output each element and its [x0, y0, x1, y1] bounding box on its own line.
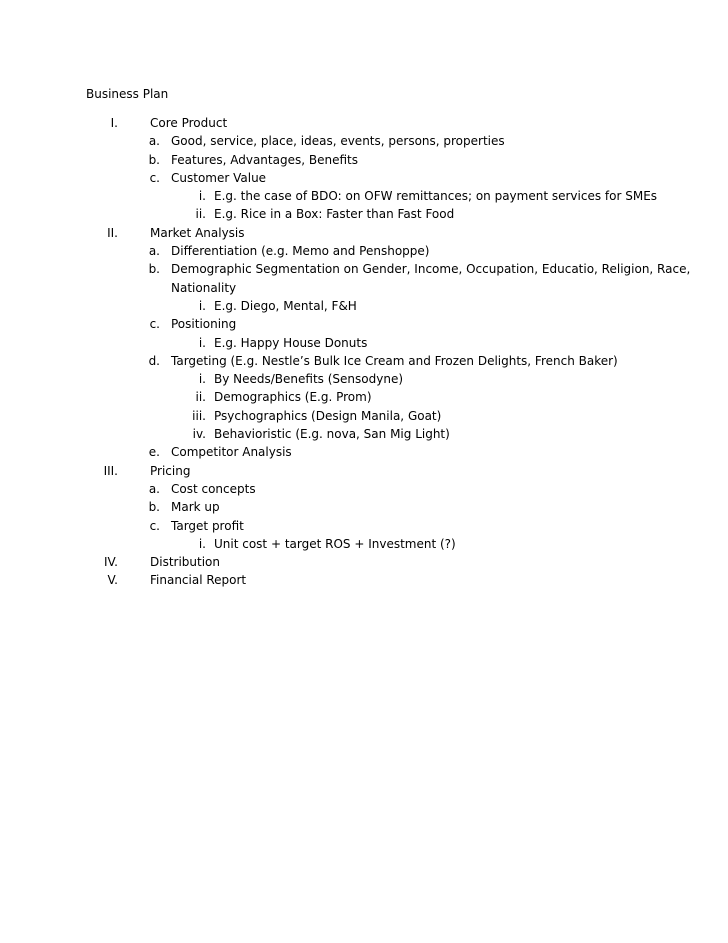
outline-text: Financial Report [150, 573, 247, 588]
outline-text: Customer Value [171, 170, 267, 185]
outline-marker: IV. [103, 555, 118, 570]
outline-item [0, 260, 728, 278]
document-title: Business Plan [86, 87, 169, 101]
outline-item [0, 370, 728, 388]
outline-item [0, 425, 728, 443]
outline-item [0, 169, 728, 187]
outline-text: Psychographics (Design Manila, Goat) [214, 408, 442, 423]
outline-marker: iv. [192, 427, 206, 442]
outline-marker: i. [198, 372, 206, 387]
outline-text: By Needs/Benefits (Sensodyne) [214, 372, 404, 387]
outline-item [0, 297, 728, 315]
outline-item [0, 279, 728, 297]
outline-item [0, 187, 728, 205]
outline-text: Differentiation (e.g. Memo and Penshoppe) [171, 244, 430, 259]
outline-item [0, 462, 728, 480]
outline-item [0, 334, 728, 352]
outline-text: E.g. Diego, Mental, F&H [214, 298, 357, 313]
outline-item [0, 517, 728, 535]
outline-item [0, 315, 728, 333]
outline-marker: i. [198, 298, 206, 313]
outline-text: Behavioristic (E.g. nova, San Mig Light) [214, 427, 450, 442]
outline-text: Features, Advantages, Benefits [171, 152, 358, 167]
outline-marker: b. [148, 152, 160, 167]
outline-marker: ii. [195, 207, 206, 222]
outline-marker: c. [149, 518, 160, 533]
outline-item [0, 443, 728, 461]
outline-text: Demographic Segmentation on Gender, Income, Occupation, Educatio, Religion, Race, [171, 262, 691, 277]
outline-text: Market Analysis [150, 225, 245, 240]
outline-text: E.g. Happy House Donuts [214, 335, 368, 350]
outline-marker: b. [148, 500, 160, 515]
outline-text: Mark up [171, 500, 220, 515]
outline-item [0, 224, 728, 242]
outline-marker: a. [148, 244, 160, 259]
outline-item [0, 407, 728, 425]
outline-text: E.g. the case of BDO: on OFW remittances; on payment services for SMEs [214, 189, 658, 204]
outline-marker: II. [107, 225, 118, 240]
outline-item [0, 205, 728, 223]
outline-item [0, 352, 728, 370]
outline-marker: iii. [192, 408, 206, 423]
outline-text: E.g. Rice in a Box: Faster than Fast Food [214, 207, 455, 222]
outline-marker: a. [148, 134, 160, 149]
outline-item [0, 535, 728, 553]
outline-marker: e. [148, 445, 160, 460]
outline-text: Targeting (E.g. Nestle’s Bulk Ice Cream and Frozen Delights, French Baker) [171, 353, 618, 368]
outline-text: Good, service, place, ideas, events, persons, properties [171, 134, 505, 149]
outline-marker: I. [110, 116, 118, 130]
outline-marker: c. [149, 317, 160, 332]
outline-marker: c. [149, 170, 160, 185]
outline-marker: a. [148, 481, 160, 496]
outline-text: Pricing [150, 463, 191, 478]
outline-text: Unit cost + target ROS + Investment (?) [214, 536, 456, 551]
outline-item [0, 498, 728, 516]
outline-marker: i. [198, 189, 206, 204]
outline-marker: III. [103, 463, 118, 478]
outline-text: Positioning [171, 317, 237, 332]
outline-marker: V. [107, 573, 118, 588]
outline-item [0, 114, 728, 132]
outline-item [0, 132, 728, 150]
outline-marker: ii. [195, 390, 206, 405]
outline-item [0, 480, 728, 498]
outline-marker: i. [198, 335, 206, 350]
outline-item [0, 553, 728, 571]
outline-item [0, 388, 728, 406]
outline-item [0, 242, 728, 260]
outline-text: Target profit [171, 518, 244, 533]
outline-item [0, 151, 728, 169]
outline-text: Nationality [171, 280, 237, 295]
outline-text: Cost concepts [171, 481, 256, 496]
outline-text: Demographics (E.g. Prom) [214, 390, 372, 405]
outline-marker: b. [148, 262, 160, 277]
outline-marker: i. [198, 536, 206, 551]
outline-text: Competitor Analysis [171, 445, 292, 460]
outline-list [0, 114, 728, 590]
outline-text: Distribution [150, 555, 221, 570]
outline-text: Core Product [150, 116, 228, 130]
outline-marker: d. [148, 353, 160, 368]
outline-item [0, 571, 728, 589]
